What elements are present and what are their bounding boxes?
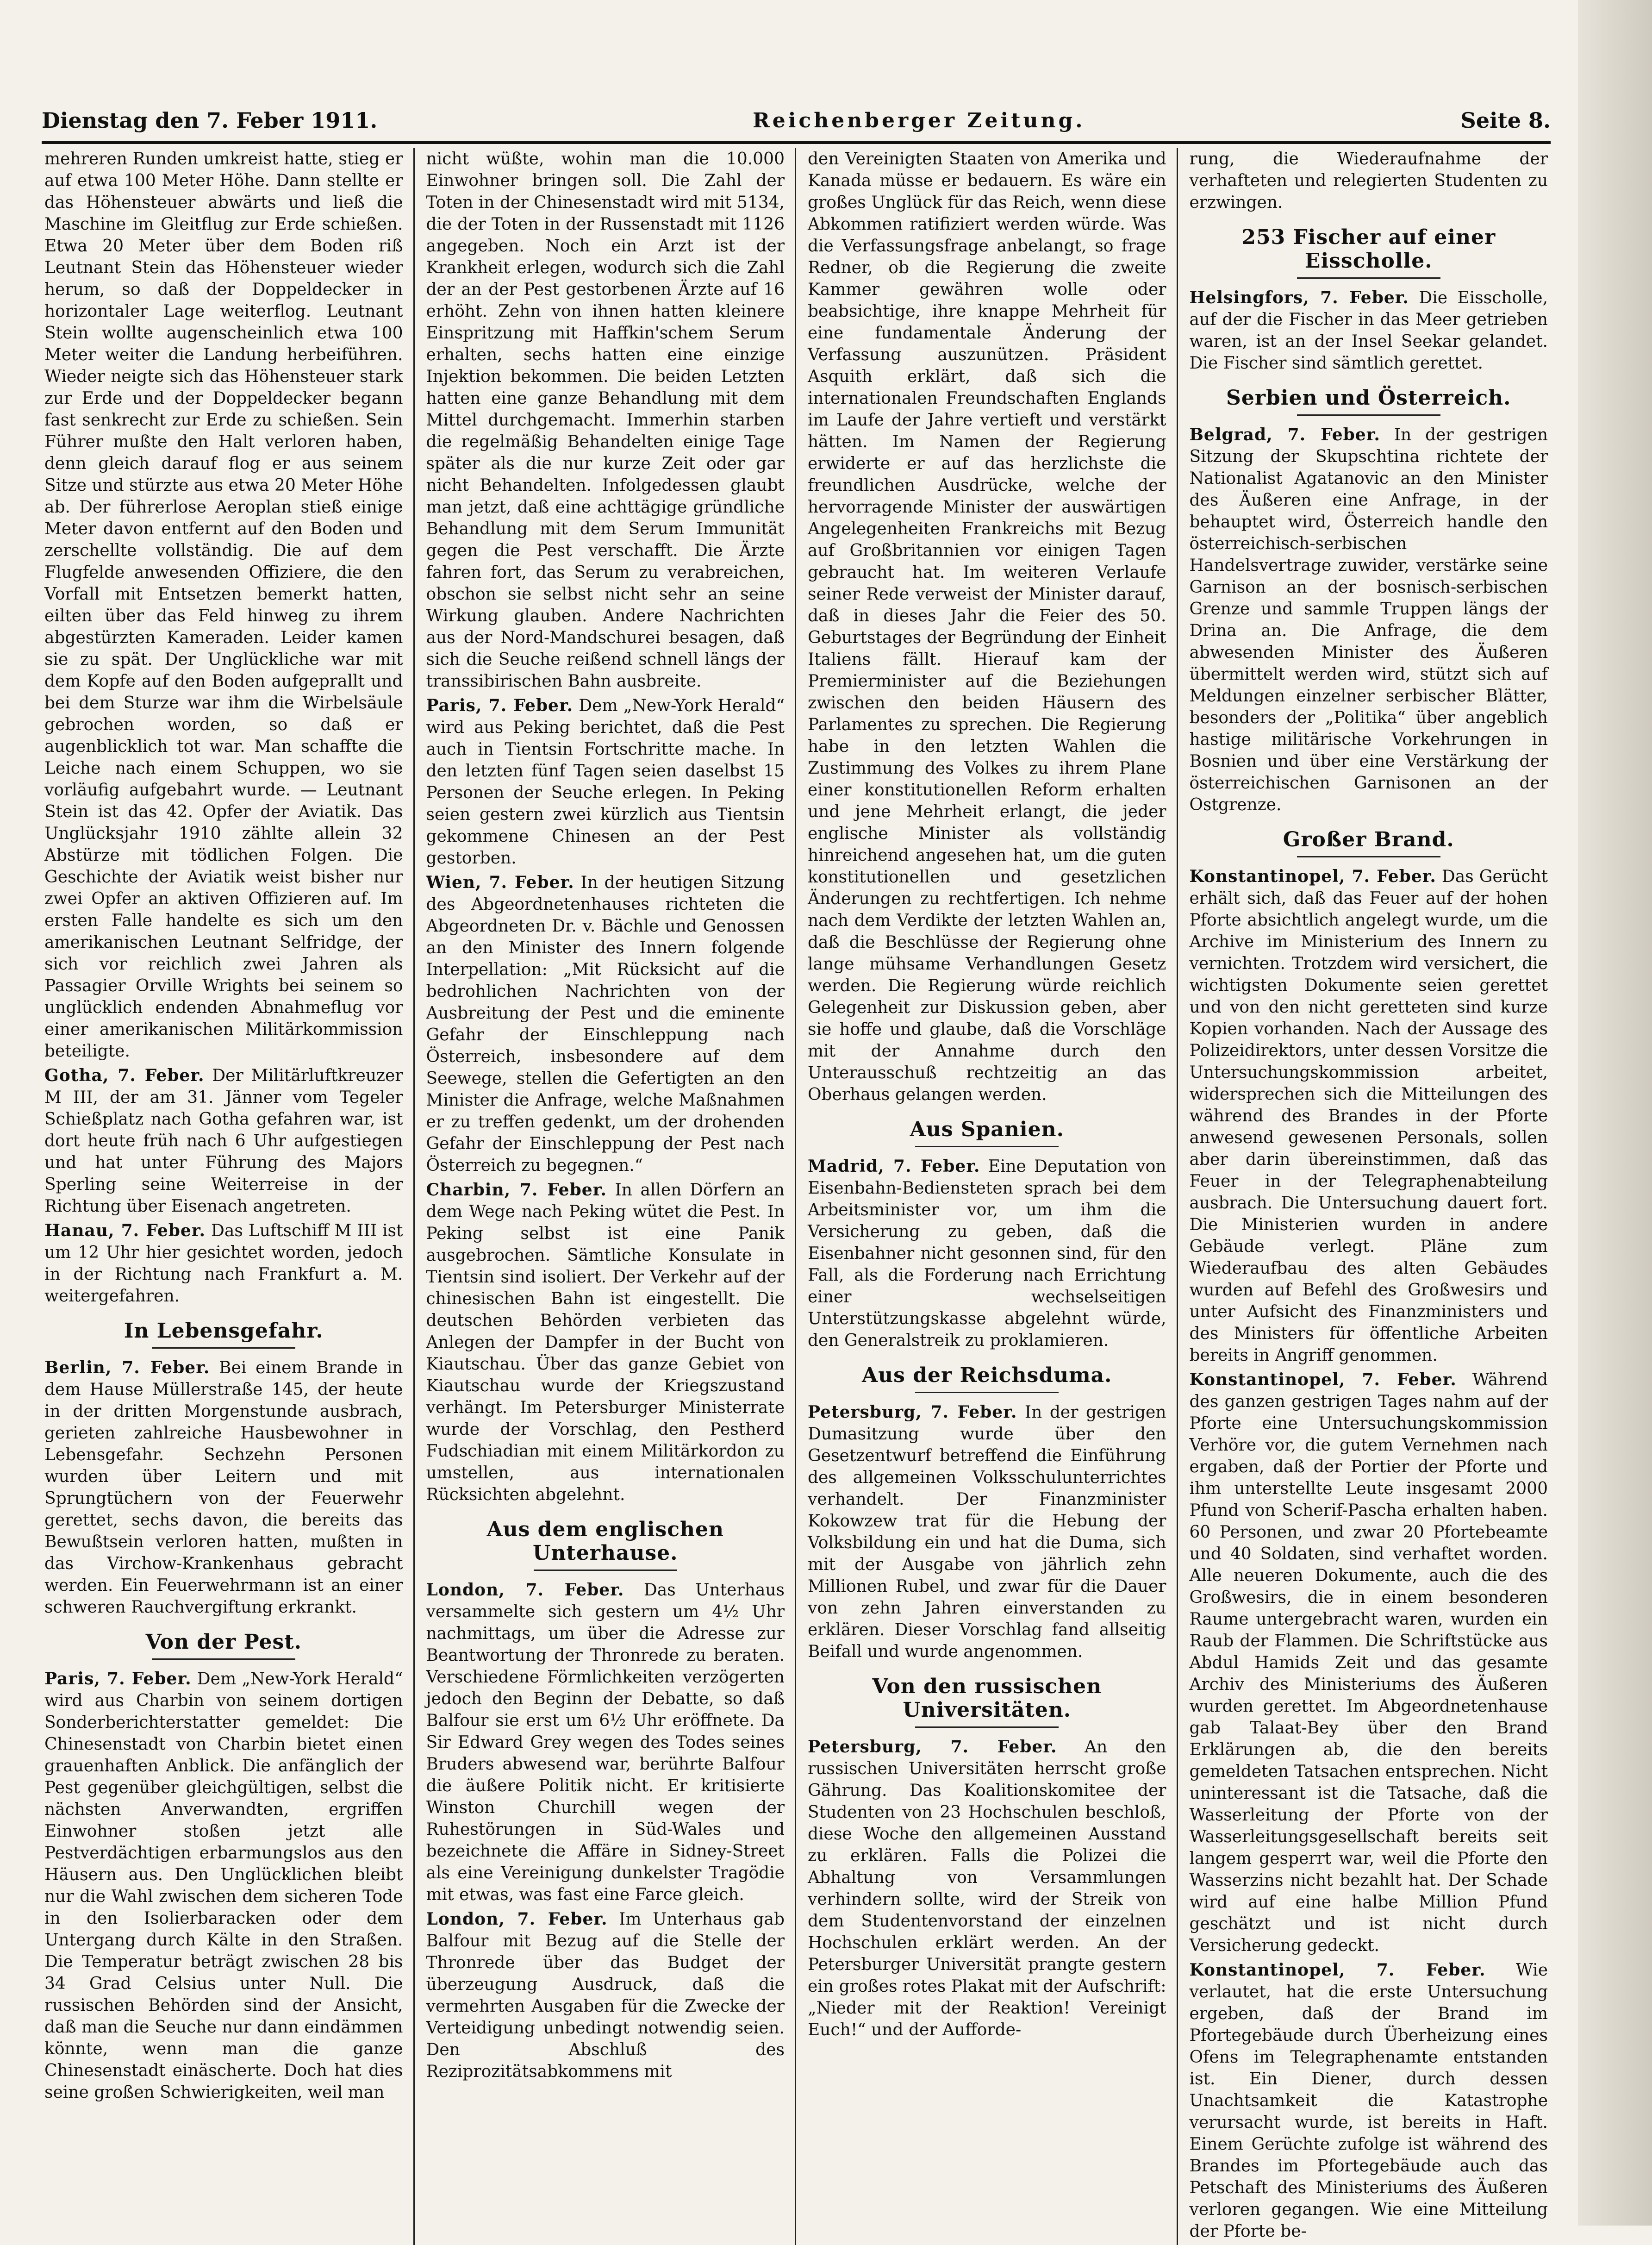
article-paragraph bbox=[426, 1908, 785, 2082]
paragraph-text: In der gestrigen Dumasitzung wurde über den Gesetzentwurf betreffend die Einführung des allgemeinen Volksschulunterrichtes verhandelt. Der Finanzminister Kokowzew trat für die Hebung der Volksbildung ein und hat die Duma, sich mit der Ausgabe von jährlich zehn Millionen Rubel, und zwar für die Dauer von zehn Jahren einverstanden zu erklären. Dieser Vorschlag fand allseitig Beifall und wurde angenommen. bbox=[808, 1403, 1166, 1661]
article-paragraph bbox=[426, 1579, 785, 1906]
paragraph-text: Im Unterhaus gab Balfour mit Bezug auf die Stelle der Thronrede über das Budget der überzeugung Ausdruck, daß die vermehrten Ausgaben für die Zwecke der Verteidigung unbedingt notwendig seien. Den Abschluß des Reziprozitätsabkommens mit bbox=[426, 1910, 785, 2081]
section-heading: Serbien und Österreich. bbox=[1190, 386, 1548, 416]
article-paragraph bbox=[426, 872, 785, 1176]
column-1 bbox=[42, 148, 406, 2245]
article-paragraph bbox=[1190, 287, 1548, 374]
paragraph-text: nicht wüßte, wohin man die 10.000 Einwohner bringen soll. Die Zahl der Toten in der Chinesenstadt wird mit 5134, die der Toten in der Russenstadt mit 1126 angegeben. Noch ein Arzt ist der Krankheit erlegen, wodurch sich die Zahl der an der Pest gestorbenen Ärzte auf 16 erhöht. Zehn von ihnen hatten kleinere Einspritzung mit Haffkin'schem Serum erhalten, sechs hatten eine einzige Injektion bekommen. Die beiden Letzten hatten eine ganze Behandlung mit dem Mittel durchgemacht. Immerhin starben die regelmäßig Behandelten einige Tage später als die nur kurze Zeit oder gar nicht Behandelten. Infolgedessen glaubt man jetzt, daß eine achttägige gründliche Behandlung mit dem Serum Immunität gegen die Pest verschafft. Die Ärzte fahren fort, das Serum zu verabreichen, obschon sie selbst nicht sehr an seine Wirkung glauben. Andere Nachrichten aus der Nord-Mandschurei besagen, daß sich die Seuche reißend schnell längs der transsibirischen Bahn ausbreite. bbox=[426, 150, 785, 691]
dateline: Petersburg, 7. Feber. bbox=[808, 1737, 1057, 1757]
section-heading: Aus dem englischen Unterhause. bbox=[426, 1518, 785, 1571]
paragraph-text: Dem „New-York Herald“ wird aus Charbin von seinem dortigen Sonderberichterstatter gemeldet: Die Chinesenstadt von Charbin bietet einen grauenhaften Anblick. Die anfänglich der Pest gegenüber gleichgültigen, selbst die nächsten Anverwandten, ergriffen Einwohner stoßen jetzt alle Pestverdächtigen erbarmungslos aus den Häusern aus. Den Unglücklichen bleibt nur die Wahl zwischen dem sicheren Tode in den Isolierbaracken oder dem Untergang durch Kälte in den Straßen. Die Temperatur beträgt zwischen 28 bis 34 Grad Celsius unter Null. Die russischen Behörden sind der Ansicht, daß man die Seuche nur dann eindämmen könnte, wenn man die ganze Chinesenstadt einäscherte. Doch hat dies seine großen Schwierigkeiten, weil man bbox=[44, 1670, 403, 2102]
paragraph-text: Während des ganzen gestrigen Tages nahm auf der Pforte eine Untersuchungskommission Verhöre vor, die gutem Vernehmen nach ergaben, daß der Portier der Pforte und ihm unterstellte Leute insgesamt 2000 Pfund von Scherif-Pascha erhalten haben. 60 Personen, und zwar 20 Pfortebeamte und 40 Soldaten, sind verhaftet worden. Alle neueren Dokumente, auch die des Großwesirs, die in einem besonderen Raume untergebracht waren, wurden ein Raub der Flammen. Die Schriftstücke aus Abdul Hamids Zeit und das gesamte Archiv des Ministeriums des Äußeren wurden gerettet. Im Abgeordnetenhause gab Talaat-Bey über den Brand Erklärungen ab, die den bereits gemeldeten Tatsachen entsprechen. Nicht uninteressant ist die Tatsache, daß die Wasserleitung der Pforte von der Wasserleitungsgesellschaft bereits seit langem gesperrt war, weil die Pforte den Wasserzins nicht bezahlt hat. Der Schade wird auf eine halbe Million Pfund geschätzt und ist nicht durch Versicherung gedeckt. bbox=[1189, 1370, 1548, 1955]
section-heading: Aus der Reichsduma. bbox=[808, 1363, 1166, 1393]
dateline: Paris, 7. Feber. bbox=[426, 696, 574, 715]
dateline: Berlin, 7. Feber. bbox=[44, 1358, 210, 1377]
article-paragraph bbox=[1190, 424, 1548, 816]
dateline: Hanau, 7. Feber. bbox=[44, 1221, 206, 1240]
article-paragraph bbox=[1190, 1369, 1548, 1957]
dateline: Paris, 7. Feber. bbox=[44, 1669, 192, 1688]
dateline: London, 7. Feber. bbox=[426, 1580, 624, 1600]
section-heading: In Lebensgefahr. bbox=[44, 1319, 403, 1349]
article-paragraph bbox=[44, 1357, 403, 1618]
paragraph-text: Das Unterhaus versammelte sich gestern um 4½ Uhr nachmittags, um über die Adresse zur Beantwortung der Thronrede zu beraten. Verschiedene Förmlichkeiten verzögerten jedoch den Beginn der Debatte, so daß Balfour sie erst um 6½ Uhr eröffnete. Da Sir Edward Grey wegen des Todes seines Bruders abwesend war, berührte Balfour die äußere Politik nicht. Er kritisierte Winston Churchill wegen der Ruhestörungen in Süd-Wales und bezeichnete die Affäre in Sidney-Street als eine Vereinigung dunkelster Tragödie mit etwas, was fast eine Farce gleich. bbox=[426, 1581, 785, 1904]
paragraph-text: In der heutigen Sitzung des Abgeordnetenhauses richteten die Abgeordneten Dr. v. Bächle und Genossen an den Minister des Innern folgende Interpellation: „Mit Rücksicht auf die bedrohlichen Nachrichten von der Ausbreitung der Pest und die eminente Gefahr der Einschleppung nach Österreich, insbesondere auf dem Seewege, stellen die Gefertigten an den Minister die Anfrage, welche Maßnahmen er zu treffen gedenkt, um der drohenden Gefahr der Einschleppung der Pest nach Österreich zu begegnen.“ bbox=[426, 873, 785, 1175]
article-paragraph bbox=[808, 1156, 1166, 1351]
dateline: Helsingfors, 7. Feber. bbox=[1189, 288, 1409, 307]
article-paragraph bbox=[1190, 148, 1548, 213]
paragraph-text: Die Eisscholle, auf der die Fischer in das Meer getrieben waren, ist an der Insel Seekar gelandet. Die Fischer sind sämtlich gerettet. bbox=[1189, 288, 1548, 373]
column-4 bbox=[1187, 148, 1551, 2245]
article-columns bbox=[42, 148, 1551, 2241]
paragraph-text: Eine Deputation von Eisenbahn-Bediensteten sprach bei dem Arbeitsminister vor, um ihm die Versicherung zu geben, daß die Eisenbahner nicht gesonnen sind, für den Fall, als die Forderung nach Errichtung einer wechselseitigen Unterstützungskasse abgelehnt würde, den Generalstreik zu proklamieren. bbox=[808, 1157, 1166, 1350]
paragraph-text: Der Militärluftkreuzer M III, der am 31. Jänner vom Tegeler Schießplatz nach Gotha gefahren war, ist dort heute früh nach 6 Uhr aufgestiegen und hat unter Führung des Majors Sperling seine Weiterreise in der Richtung über Eisenach angetreten. bbox=[44, 1066, 403, 1216]
paragraph-text: rung, die Wiederaufnahme der verhafteten und relegierten Studenten zu erzwingen. bbox=[1189, 150, 1548, 212]
page-number: Seite 8. bbox=[1460, 108, 1551, 133]
dateline: Petersburg, 7. Feber. bbox=[808, 1402, 1017, 1422]
newspaper-title: Reichenberger Zeitung. bbox=[753, 108, 1085, 132]
article-paragraph bbox=[44, 1220, 403, 1307]
article-paragraph bbox=[808, 148, 1166, 1106]
paragraph-text: Das Luftschiff M III ist um 12 Uhr hier gesichtet worden, jedoch in der Richtung nach Frankfurt a. M. weitergefahren. bbox=[44, 1221, 403, 1306]
header-date: Dienstag den 7. Feber 1911. bbox=[42, 108, 378, 133]
dateline: London, 7. Feber. bbox=[426, 1909, 608, 1929]
section-heading: Großer Brand. bbox=[1190, 828, 1548, 857]
column-2 bbox=[424, 148, 788, 2245]
paragraph-text: Dem „New-York Herald“ wird aus Peking berichtet, daß die Pest auch in Tientsin Fortschritte mache. In den letzten fünf Tagen seien daselbst 15 Personen der Seuche erlegen. In Peking seien gestern zwei kürzlich aus Tientsin gekommene Chinesen an der Pest gestorben. bbox=[426, 696, 785, 868]
paragraph-text: Wie verlautet, hat die erste Untersuchung ergeben, daß der Brand im Pfortegebäude durch Überheizung eines Ofens im Telegraphenamte entstanden ist. Ein Diener, durch dessen Unachtsamkeit die Katastrophe verursacht wurde, ist bereits in Haft. Einem Gerüchte zufolge ist während des Brandes im Pfortegebäude auch das Petschaft des Ministeriums des Äußeren verloren gegangen. Wie eine Mitteilung der Pforte be- bbox=[1189, 1961, 1548, 2241]
dateline: Konstantinopel, 7. Feber. bbox=[1189, 1960, 1486, 1980]
section-heading: 253 Fischer auf einer Eisscholle. bbox=[1190, 225, 1548, 279]
article-paragraph bbox=[426, 695, 785, 869]
article-paragraph bbox=[1190, 1959, 1548, 2242]
dateline: Charbin, 7. Feber. bbox=[426, 1180, 607, 1200]
article-paragraph bbox=[1190, 866, 1548, 1366]
column-3 bbox=[805, 148, 1169, 2245]
dateline: Belgrad, 7. Feber. bbox=[1189, 425, 1380, 444]
page-header bbox=[42, 100, 1551, 144]
paragraph-text: mehreren Runden umkreist hatte, stieg er auf etwa 100 Meter Höhe. Dann stellte er das Höhensteuer abwärts und ließ die Maschine im Gleitflug zur Erde schießen. Etwa 20 Meter über dem Boden riß Leutnant Stein das Höhensteuer wieder herum, so daß der Doppeldecker in horizontaler Lage weiterflog. Leutnant Stein wollte augenscheinlich etwa 100 Meter weiter die Landung herbeiführen. Wieder neigte sich das Höhensteuer stark zur Erde und der Doppeldecker begann fast senkrecht zur Erde zu schießen. Sein Führer mußte den Halt verloren haben, denn gleich darauf flog er aus seinem Sitze und stürzte aus etwa 20 Meter Höhe ab. Der führerlose Aeroplan stieß einige Meter davon entfernt auf den Boden und zerschellte vollständig. Die auf dem Flugfelde anwesenden Offiziere, die den Vorfall mit Entsetzen bemerkt hatten, eilten über das Feld hinweg zu ihrem abgestürzten Kameraden. Leider kamen sie zu spät. Der Unglückliche war mit dem Kopfe auf den Boden aufgeprallt und bei dem Sturze war ihm die Wirbelsäule gebrochen worden, so daß er augenblicklich tot war. Man schaffte die Leiche nach einem Schuppen, wo sie vorläufig aufgebahrt wurde. — Leutnant Stein ist das 42. Opfer der Aviatik. Das Unglücksjahr 1910 zählte allein 32 Abstürze mit tödlichen Folgen. Die Geschichte der Aviatik weist bisher nur zwei Opfer an aktiven Offizieren auf. Im ersten Falle handelte es sich um den amerikanischen Leutnant Selfridge, der sich vor reichlich zwei Jahren als Passagier Orville Wrights bei seinem so unglücklich endenden Abnahmeflug vor einer amerikanischen Militärkommission beteiligte. bbox=[44, 150, 403, 1061]
paragraph-text: Das Gerücht erhält sich, daß das Feuer auf der hohen Pforte absichtlich angelegt wurde, um die Archive im Ministerium des Innern zu vernichten. Trotzdem wird versichert, die wichtigsten Dokumente seien gerettet und von den nicht geretteten sind kurze Kopien vorhanden. Nach der Aussage des Polizeidirektors, unter dessen Vorsitze die Untersuchungskommission arbeitet, widersprechen sich die Mitteilungen des während des Brandes in der Pforte anwesend gewesenen Personals, sollen aber darin übereinstimmen, daß das Feuer in der Telegraphenabteilung ausbrach. Die Untersuchung dauert fort. Die Ministerien wurden in andere Gebäude verlegt. Pläne zum Wiederaufbau des alten Gebäudes wurden auf Befehl des Großwesirs und unter Aufsicht des Finanzministers und des Ministers für öffentliche Arbeiten bereits in Angriff genommen. bbox=[1189, 867, 1548, 1365]
section-heading: Von der Pest. bbox=[44, 1630, 403, 1660]
dateline: Madrid, 7. Feber. bbox=[808, 1157, 980, 1176]
paragraph-text: Bei einem Brande in dem Hause Müllerstraße 145, der heute in der dritten Morgenstunde ausbrach, gerieten zahlreiche Hausbewohner in Lebensgefahr. Sechzehn Personen wurden über Leitern und mit Sprungtüchern von der Feuerwehr gerettet, sechs davon, die bereits das Bewußtsein verloren hatten, mußten in das Virchow-Krankenhaus gebracht werden. Ein Feuerwehrmann ist an einer schweren Rauchvergiftung erkrankt. bbox=[44, 1358, 403, 1617]
article-paragraph bbox=[44, 1065, 403, 1217]
section-heading: Aus Spanien. bbox=[808, 1118, 1166, 1147]
dateline: Konstantinopel, 7. Feber. bbox=[1189, 867, 1436, 886]
article-paragraph bbox=[808, 1401, 1166, 1663]
article-paragraph bbox=[426, 148, 785, 692]
article-paragraph bbox=[44, 1668, 403, 2103]
paragraph-text: In der gestrigen Sitzung der Skupschtina richtete der Nationalist Agatanovic an den Minister des Äußeren eine Anfrage, in der behauptet wird, Österreich handle den österreichisch-serbischen Handelsvertrage zuwider, verstärke seine Garnison an der bosnisch-serbischen Grenze und sammle Truppen längs der Drina an. Die Anfrage, die dem abwesenden Minister des Äußeren übermittelt werden wird, stützt sich auf Meldungen einzelner serbischer Blätter, besonders der „Politika“ über angeblich hastige militärische Vorkehrungen in Bosnien und über eine Verstärkung der österreichischen Garnisonen an der Ostgrenze. bbox=[1189, 425, 1548, 814]
section-heading: Von den russischen Universitäten. bbox=[808, 1675, 1166, 1728]
dateline: Konstantinopel, 7. Feber. bbox=[1189, 1370, 1457, 1389]
paragraph-text: In allen Dörfern an dem Wege nach Peking wütet die Pest. In Peking selbst ist eine Panik ausgebrochen. Sämtliche Konsulate in Tientsin sind isoliert. Der Verkehr auf der chinesischen Bahn ist eingestellt. Die deutschen Behörden verbieten das Anlegen der Dampfer in der Bucht von Kiautschau. Über das ganze Gebiet von Kiautschau wurde der Kriegszustand verhängt. Im Petersburger Ministerrate wurde der Vorschlag, den Pestherd Fudschiadian mit einem Militärkordon zu umstellen, aus internationalen Rücksichten abgelehnt. bbox=[426, 1181, 785, 1504]
paragraph-text: den Vereinigten Staaten von Amerika und Kanada müsse er bedauern. Es wäre ein großes Unglück für das Reich, wenn diese Abkommen ratifiziert werden würde. Was die Verfassungsfrage anbelangt, so frage Redner, ob die Regierung die zweite Kammer gewähren wolle oder beabsichtige, ihre knappe Mehrheit für eine fundamentale Änderung der Verfassung auszunützen. Präsident Asquith erklärt, daß sich die internationalen Freundschaften Englands im Laufe der Jahre vertieft und verstärkt hätten. Im Namen der Regierung erwiderte er auf das herzlichste die freundlichen Ausdrücke, welche der hervorragende Minister der auswärtigen Angelegenheiten Frankreichs mit Bezug auf Großbritannien vor einigen Tagen gebraucht hat. Im weiteren Verlaufe seiner Rede verweist der Minister darauf, daß in dieses Jahr die Feier des 50. Geburtstages der Begründung der Einheit Italiens fällt. Hierauf kam der Premierminister auf die Beziehungen zwischen den beiden Häusern des Parlamentes zu sprechen. Die Regierung habe in den letzten Wahlen die Zustimmung des Volkes zu ihrem Plane einer konstitutionellen Reform erhalten und jene Mehrheit erlangt, die jeder englische Minister als vollständig hinreichend angesehen hat, um die guten konstitutionellen und gesetzlichen Änderungen zu rechtfertigen. Ich nehme nach dem Verdikte der letzten Wahlen an, daß die Beschlüsse der Regierung ohne lange mühsame Verhandlungen Gesetz werden. Die Regierung würde reichlich Gelegenheit zur Diskussion geben, aber sie hoffe und glaube, daß die Vorschläge mit der Annahme durch den Unterausschuß rechtzeitig an das Oberhaus gelangen werden. bbox=[808, 150, 1166, 1104]
article-paragraph bbox=[426, 1179, 785, 1506]
paragraph-text: An den russischen Universitäten herrscht große Gährung. Das Koalitionskomitee der Studenten von 23 Hochschulen beschloß, diese Woche den allgemeinen Ausstand zu erklären. Falls die Polizei die Abhaltung von Versammlungen verhindern sollte, wird der Streik von dem Studentenvorstand der einzelnen Hochschulen erklärt werden. An der Petersburger Universität prangte gestern ein großes rotes Plakat mit der Aufschrift: „Nieder mit der Reaktion! Vereinigt Euch!“ und der Aufforde- bbox=[808, 1738, 1166, 2039]
page-edge bbox=[1578, 0, 1652, 2226]
article-paragraph bbox=[808, 1736, 1166, 2041]
dateline: Gotha, 7. Feber. bbox=[44, 1066, 205, 1085]
article-paragraph bbox=[44, 148, 403, 1062]
dateline: Wien, 7. Feber. bbox=[426, 873, 574, 892]
